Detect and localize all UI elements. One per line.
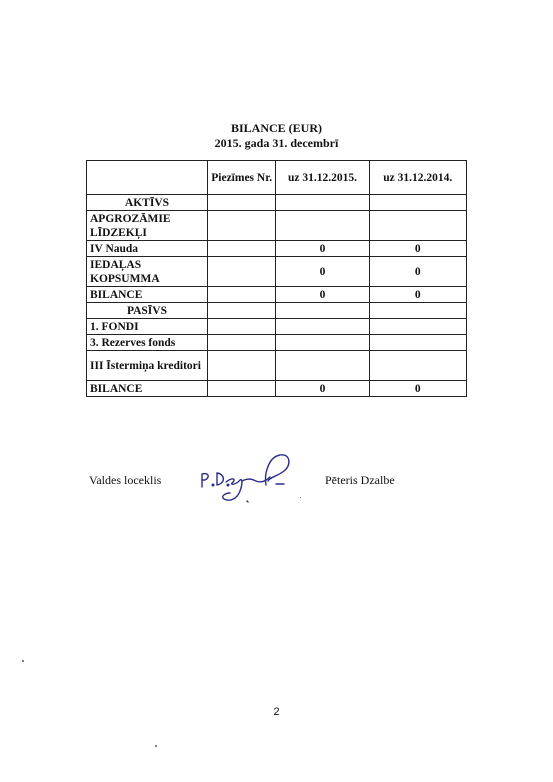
row-value-2015: 0 xyxy=(276,257,369,287)
table-body xyxy=(87,195,467,397)
row-notes xyxy=(207,381,276,397)
signer-name: Pēteris Dzalbe xyxy=(325,473,395,487)
table-header-row xyxy=(87,161,467,195)
table-row xyxy=(87,257,467,287)
row-value-2014: 0 xyxy=(369,241,466,257)
table-row xyxy=(87,335,467,351)
table-row xyxy=(87,319,467,335)
header-label xyxy=(87,161,208,195)
row-value-2014 xyxy=(369,211,466,241)
row-label: 3. Rezerves fonds xyxy=(87,335,208,351)
row-notes xyxy=(207,241,276,257)
row-value-2015 xyxy=(276,195,369,211)
header-notes: Piezīmes Nr. xyxy=(207,161,276,195)
row-value-2014 xyxy=(369,319,466,335)
row-notes xyxy=(207,287,276,303)
row-value-2015 xyxy=(276,303,369,319)
row-value-2014: 0 xyxy=(369,287,466,303)
row-label: BILANCE xyxy=(87,381,208,397)
document-title: BILANCE (EUR) xyxy=(230,121,322,135)
table-row xyxy=(87,211,467,241)
document-subtitle: 2015. gada 31. decembrī xyxy=(214,136,339,150)
row-label: IV Nauda xyxy=(87,241,208,257)
table-row xyxy=(87,241,467,257)
row-value-2015 xyxy=(276,335,369,351)
row-value-2015: 0 xyxy=(276,241,369,257)
signer-role: Valdes loceklis xyxy=(89,473,162,487)
balance-table xyxy=(86,160,467,397)
scan-speck xyxy=(22,660,24,662)
row-label: PASĪVS xyxy=(87,303,208,319)
page-number: 2 xyxy=(273,706,280,718)
row-notes xyxy=(207,335,276,351)
row-value-2015 xyxy=(276,351,369,381)
row-label: BILANCE xyxy=(87,287,208,303)
row-value-2014 xyxy=(369,303,466,319)
scan-speck xyxy=(300,497,301,498)
row-value-2014 xyxy=(369,335,466,351)
row-notes xyxy=(207,319,276,335)
row-label: APGROZĀMIE LĪDZEKĻI xyxy=(87,211,208,241)
row-value-2014: 0 xyxy=(369,257,466,287)
row-value-2015 xyxy=(276,319,369,335)
row-value-2015: 0 xyxy=(276,381,369,397)
row-label: 1. FONDI xyxy=(87,319,208,335)
row-notes xyxy=(207,257,276,287)
header-2014: uz 31.12.2014. xyxy=(369,161,466,195)
row-label: AKTĪVS xyxy=(87,195,208,211)
row-value-2014 xyxy=(369,351,466,381)
row-value-2014: 0 xyxy=(369,381,466,397)
row-notes xyxy=(207,303,276,319)
row-value-2015: 0 xyxy=(276,287,369,303)
table-row xyxy=(87,351,467,381)
scan-speck xyxy=(155,745,157,747)
handwritten-signature xyxy=(196,447,296,505)
row-label: III Īstermiņa kreditori xyxy=(87,351,208,381)
row-notes xyxy=(207,211,276,241)
table-row xyxy=(87,381,467,397)
header-2015: uz 31.12.2015. xyxy=(276,161,369,195)
row-value-2014 xyxy=(369,195,466,211)
table-row xyxy=(87,303,467,319)
table-row xyxy=(87,195,467,211)
row-notes xyxy=(207,351,276,381)
row-value-2015 xyxy=(276,211,369,241)
row-label: IEDAĻAS KOPSUMMA xyxy=(87,257,208,287)
row-notes xyxy=(207,195,276,211)
table-row xyxy=(87,287,467,303)
